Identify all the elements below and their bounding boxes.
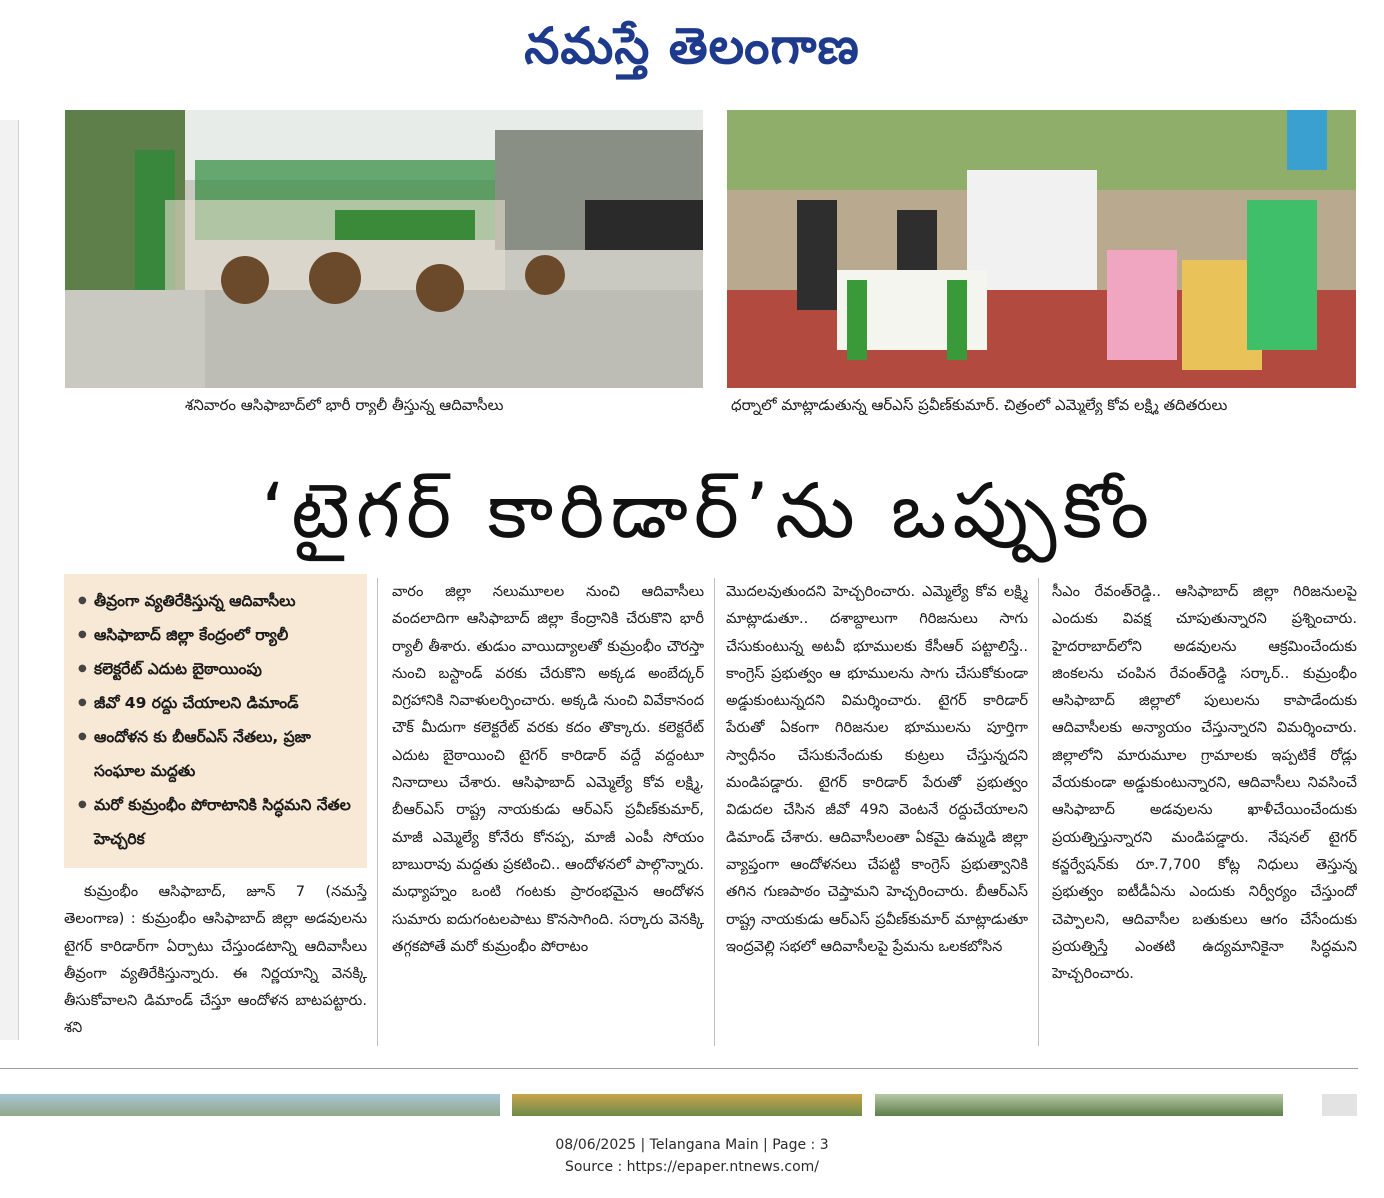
column-divider: [714, 578, 715, 1046]
headline-text: ‘టైగర్ కారిడార్’ను ఒప్పుకోం: [261, 466, 1155, 555]
article-column-3: మొదలవుతుందని హెచ్చరించారు. ఎమ్మెల్యే కోవ లక్ష్మి మాట్లాడుతూ.. దశాబ్దాలుగా గిరిజనులు సాగు చేసుకుంటున్న అటవీ భూములకు కేసీఆర్ పట్టాలిస్తే.. కాంగ్రెస్ ప్రభుత్వం ఆ భూములను సాగు చేసుకోకుండా అడ్డుకుంటున్నదని విమర్శించారు. టైగర్ కారిడార్ పేరుతో ఏకంగా గిరిజనుల భూములను పూర్తిగా స్వాధీనం చేసుకునేందుకు కుట్రలు చేస్తున్నదని మండిపడ్డారు. టైగర్ కారిడార్ పేరుతో ప్రభుత్వం విడుదల చేసిన జీవో 49ని వెంటనే రద్దుచేయాలని డిమాండ్ చేశారు. ఆదివాసీలంతా ఏకమై ఉమ్మడి జిల్లా వ్యాప్తంగా ఆందోళనలు చేపట్టి కాంగ్రెస్ ప్రభుత్వానికి తగిన గుణపాఠం చెప్తామని హెచ్చరించారు. బీఆర్‌ఎస్ రాష్ట్ర నాయకుడు ఆర్‌ఎస్ ప్రవీణ్‌కుమార్ మాట్లాడుతూ ఇంద్రవెల్లి సభలో ఆదివాసీలపై ప్రేమను ఒలకబోసిన: [726, 583, 1028, 955]
rally-photo: [65, 110, 703, 388]
highlight-item: ● మరో కుమ్రంభీం పోరాటానికి సిద్ధమని నేతల హెచ్చరిక: [78, 788, 359, 856]
highlight-item: ● ఆందోళన కు బీఆర్‌ఎస్ నేతలు, ప్రజా సంఘాల మద్దతు: [78, 720, 359, 788]
column-divider: [1038, 578, 1039, 1046]
next-story-photo: [512, 1094, 862, 1116]
section-divider: [0, 1068, 1358, 1069]
article-column-2: వారం జిల్లా నలుమూలల నుంచి ఆదివాసీలు వందలాదిగా ఆసిఫాబాద్ జిల్లా కేంద్రానికి చేరుకొని భారీ ర్యాలీ తీశారు. తుడుం వాయిద్యాలతో కుమ్రంభీం చౌరస్తా నుంచి బస్టాండ్ వరకు చేరుకొని అక్కడ అంబేద్కర్ విగ్రహానికి నివాళులర్పించారు. అక్కడి నుంచి వివేకానంద చౌక్ మీదుగా కలెక్టరేట్ వరకు కదం తొక్కారు. కలెక్టరేట్ ఎదుట బైఠాయించి టైగర్ కారిడార్ వద్దే వద్దంటూ నినాదాలు చేశారు. ఆసిఫాబాద్ ఎమ్మెల్యే కోవ లక్ష్మి, బీఆర్‌ఎస్ రాష్ట్ర నాయకుడు ఆర్‌ఎస్ ప్రవీణ్‌కుమార్, మాజీ ఎమ్మెల్యే కోనేరు కోనప్ప, మాజీ ఎంపీ సోయం బాబురావు మద్దతు ప్రకటించి.. ఆందోళనలో పాల్గొన్నారు. మధ్యాహ్నం ఒంటి గంటకు ప్రారంభమైన ఆందోళన సుమారు ఐదుగంటలపాటు కొనసాగింది. సర్కారు వెనక్కి తగ్గకపోతే మరో కుమ్రంభీం పోరాటం: [392, 583, 704, 955]
rally-photo-caption: శనివారం ఆసిఫాబాద్‌లో భారీ ర్యాలీ తీస్తున్న ఆదివాసీలు: [185, 396, 504, 414]
highlight-item: ● తీవ్రంగా వ్యతిరేకిస్తున్న ఆదివాసీలు: [78, 584, 359, 618]
dharna-photo-caption: ధర్నాలో మాట్లాడుతున్న ఆర్‌ఎస్ ప్రవీణ్‌కుమార్. చిత్రంలో ఎమ్మెల్యే కోవ లక్ష్మి తదితరులు: [731, 396, 1228, 414]
main-headline: [60, 452, 1356, 570]
highlight-item: ● ఆసిఫాబాద్ జిల్లా కేంద్రంలో ర్యాలీ: [78, 618, 359, 652]
dharna-photo: [727, 110, 1356, 388]
article-column-1: కుమ్రంభీం ఆసిఫాబాద్, జూన్ 7 (నమస్తే తెలంగాణ) : కుమ్రంభీం ఆసిఫాబాద్ జిల్లా అడవులను టైగర్ కారిడార్‌గా ఏర్పాటు చేస్తుండటాన్ని ఆదివాసీలు తీవ్రంగా వ్యతిరేకిస్తున్నారు. ఈ నిర్ణయాన్ని వెనక్కి తీసుకోవాలని డిమాండ్ చేస్తూ ఆందోళన బాటపట్టారు. శని: [64, 883, 367, 1037]
highlight-item: ● కలెక్టరేట్ ఎదుట బైఠాయింపు: [78, 652, 359, 686]
article-column-4: సీఎం రేవంత్‌రెడ్డి.. ఆసిఫాబాద్ జిల్లా గిరిజనులపై ఎందుకు వివక్ష చూపుతున్నారని ప్రశ్నించారు. హైదరాబాద్‌లోని అడవులను ఆక్రమించేందుకు జింకలను చంపిన రేవంత్‌రెడ్డి సర్కార్.. కుమ్రంభీం ఆసిఫాబాద్ జిల్లాలో పులులను కాపాడేందుకు ఆదివాసీలకు అన్యాయం చేస్తున్నారని విమర్శించారు. జిల్లాలోని మారుమూల గ్రామాలకు ఇప్పటికే రోడ్లు వేయకుండా అడ్డుకుంటున్నారని, ఆదివాసీలు నివసించే ఆసిఫాబాద్ అడవులను ఖాళీచేయించేందుకు ప్రయత్నిస్తున్నారని మండిపడ్డారు. నేషనల్ టైగర్ కన్జర్వేషన్‌కు రూ.7,700 కోట్ల నిధులు తెస్తున్న ప్రభుత్వం ఐటీడీఏను ఎందుకు నిర్వీర్యం చేస్తుందో చెప్పాలని, ఆదివాసీల బతుకులు ఆగం చేసేందుకు ప్రయత్నిస్తే ఎంతటి ఉద్యమానికైనా సిద్ధమని హెచ్చరించారు.: [1052, 583, 1357, 983]
highlights-box: [64, 574, 367, 868]
newspaper-title: నమస్తే తెలంగాణ: [524, 16, 860, 75]
edition-info: 08/06/2025 | Telangana Main | Page : 3: [555, 1137, 829, 1153]
column-divider: [377, 578, 378, 1046]
next-story-photo: [0, 1094, 500, 1116]
highlights-list: [64, 574, 367, 856]
source-link[interactable]: Source : https://epaper.ntnews.com/: [564, 1159, 820, 1175]
next-story-photo: [875, 1094, 1283, 1116]
page-edge-strip: [0, 120, 19, 1040]
masthead: [0, 8, 1384, 84]
highlight-item: ● జీవో 49 రద్దు చేయాలని డిమాండ్: [78, 686, 359, 720]
page-corner-block: [1322, 1094, 1357, 1116]
